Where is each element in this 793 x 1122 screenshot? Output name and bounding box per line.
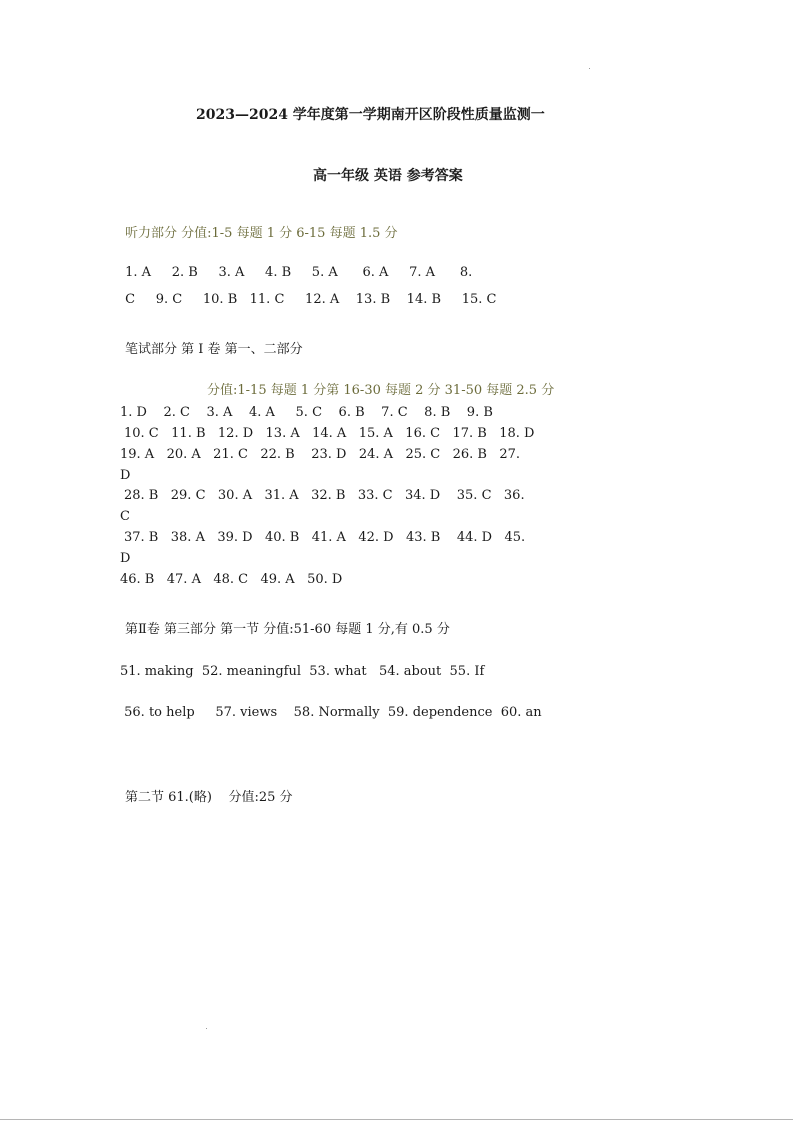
- document-subtitle: 高一年级 英语 参考答案: [313, 168, 463, 184]
- listening-answers-line: C 9. C 10. B 11. C 12. A 13. B 14. B 15. C: [121, 292, 497, 307]
- written-score-note: 分值:1-15 每题 1 分第 16-30 每题 2 分 31-50 每题 2.5 分: [207, 383, 555, 398]
- scan-speck: [206, 1028, 207, 1029]
- part3-heading: 第Ⅱ卷 第三部分 第一节 分值:51-60 每题 1 分,有 0.5 分: [125, 622, 450, 637]
- listening-heading: 听力部分 分值:1-5 每题 1 分 6-15 每题 1.5 分: [125, 226, 398, 241]
- section2-writing-note: 第二节 61.(略) 分值:25 分: [125, 790, 293, 805]
- written-answers-line: 46. B 47. A 48. C 49. A 50. D: [120, 572, 343, 587]
- written-answers-line: 19. A 20. A 21. C 22. B 23. D 24. A 25. C 26. B 27.: [120, 447, 521, 462]
- written-answers-line: C: [120, 509, 130, 524]
- part3-answers-line: 56. to help 57. views 58. Normally 59. dependence 60. an: [120, 705, 542, 720]
- part3-answers-line: 51. making 52. meaningful 53. what 54. about 55. If: [120, 664, 485, 679]
- written-answers-line: 28. B 29. C 30. A 31. A 32. B 33. C 34. D 35. C 36.: [124, 488, 525, 503]
- listening-answers-line: 1. A 2. B 3. A 4. B 5. A 6. A 7. A 8.: [121, 265, 473, 280]
- written-answers-line: 10. C 11. B 12. D 13. A 14. A 15. A 16. C 17. B 18. D: [124, 426, 535, 441]
- document-title: 2023—2024 学年度第一学期南开区阶段性质量监测一: [196, 107, 545, 123]
- written-heading: 笔试部分 第 I 卷 第一、二部分: [125, 342, 303, 357]
- scan-speck: [589, 68, 590, 69]
- written-answers-line: 37. B 38. A 39. D 40. B 41. A 42. D 43. B 44. D 45.: [124, 530, 526, 545]
- written-answers-line: D: [120, 468, 131, 483]
- page-bottom-edge: [0, 1119, 793, 1120]
- written-answers-line: D: [120, 551, 131, 566]
- written-answers-line: 1. D 2. C 3. A 4. A 5. C 6. B 7. C 8. B 9. B: [120, 405, 493, 420]
